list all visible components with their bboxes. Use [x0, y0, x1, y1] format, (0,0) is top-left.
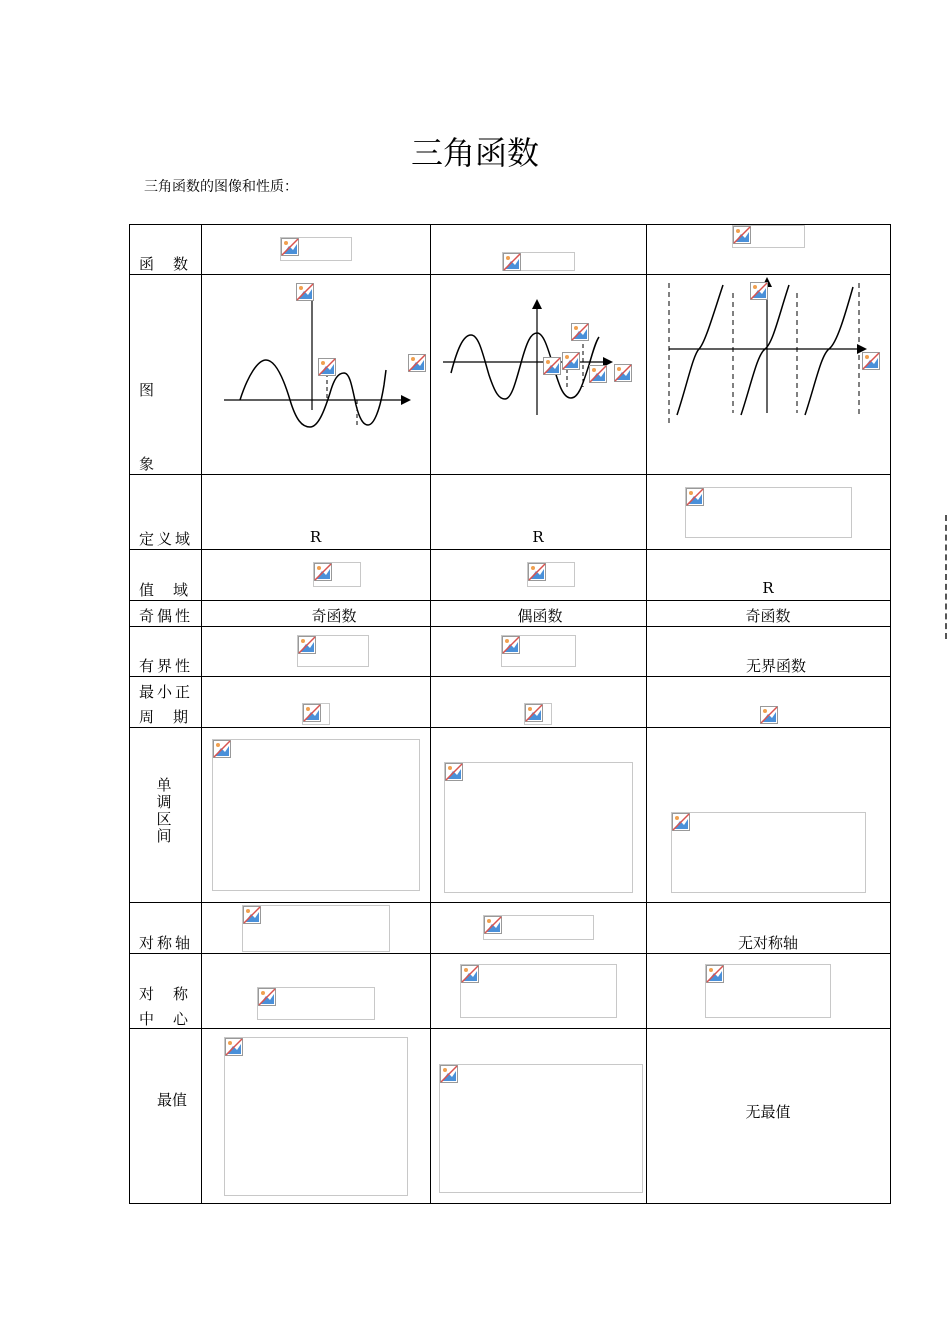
broken-image-icon — [525, 704, 543, 722]
tangent-branch — [805, 287, 853, 415]
formula-image-sin-center — [257, 987, 375, 1020]
broken-image-icon — [225, 1038, 243, 1056]
formula-image-tan-monotonic — [671, 812, 866, 893]
broken-image-icon — [445, 763, 463, 781]
table-border-bottom — [129, 1203, 891, 1204]
broken-image-icon — [706, 965, 724, 983]
formula-image-sin-function — [280, 237, 352, 261]
formula-image-tan-center — [705, 964, 831, 1018]
row-line-10 — [129, 1028, 891, 1029]
row-label-domain: 定义域 — [139, 530, 194, 548]
broken-image-icon — [562, 352, 580, 370]
range-tan: R — [762, 579, 774, 597]
row-line-2 — [129, 474, 891, 475]
formula-image-cos-center — [460, 964, 617, 1018]
formula-image-sin-period — [302, 703, 330, 725]
row-label-period-bottom: 周 期 — [139, 708, 191, 726]
parity-tan: 奇函数 — [745, 607, 791, 625]
parity-sin: 奇函数 — [311, 607, 357, 625]
axis-tan: 无对称轴 — [737, 934, 798, 952]
page-title: 三角函数 — [410, 134, 539, 172]
broken-image-icon — [281, 238, 299, 256]
domain-sin: R — [309, 528, 322, 546]
row-line-8 — [129, 902, 891, 903]
formula-image-cos-monotonic — [444, 762, 633, 893]
row-label-monotonic-char: 单 — [156, 776, 172, 794]
broken-image-icon — [243, 906, 261, 924]
broken-image-icon — [303, 704, 321, 722]
tangent-graph — [647, 275, 890, 474]
row-line-5 — [129, 626, 891, 627]
formula-image-cos-period — [524, 703, 552, 725]
bounded-tan: 无界函数 — [745, 657, 806, 675]
formula-image-cos-range — [527, 562, 575, 587]
row-line-4 — [129, 600, 891, 601]
row-label-range: 值 域 — [139, 581, 191, 599]
broken-image-icon — [686, 488, 704, 506]
sine-curve — [240, 360, 386, 427]
formula-image-sin-monotonic — [212, 739, 420, 891]
row-label-symmetry-center-bottom: 中 心 — [139, 1010, 191, 1028]
broken-image-icon — [503, 253, 521, 271]
domain-cos: R — [532, 528, 544, 546]
table-border-right — [890, 224, 891, 1204]
formula-image-sin-range — [313, 562, 361, 587]
formula-image-sin-axis — [242, 905, 390, 952]
row-label-function: 函 数 — [139, 255, 191, 273]
formula-image-cos-extremes — [439, 1064, 643, 1193]
broken-image-icon — [614, 364, 632, 382]
sine-graph — [202, 275, 430, 474]
formula-image-sin-bounded — [297, 635, 369, 667]
formula-image-cos-bounded — [501, 635, 576, 667]
broken-image-icon — [543, 357, 561, 375]
broken-image-icon — [750, 282, 768, 300]
broken-image-icon — [408, 354, 426, 372]
table-border-left — [129, 224, 130, 1204]
broken-image-icon — [314, 563, 332, 581]
broken-image-icon — [296, 283, 314, 301]
broken-image-icon — [571, 323, 589, 341]
row-label-monotonic-char: 调 — [156, 793, 172, 811]
parity-cos: 偶函数 — [517, 607, 563, 625]
extreme-tan: 无最值 — [745, 1103, 791, 1121]
row-line-7 — [129, 727, 891, 728]
broken-image-icon — [672, 813, 690, 831]
broken-image-icon — [484, 916, 502, 934]
page-subtitle: 三角函数的图像和性质： — [144, 179, 298, 195]
broken-image-icon — [440, 1065, 458, 1083]
tangent-branch — [741, 285, 789, 415]
broken-image-icon — [461, 965, 479, 983]
row-label-extremes: 最值 — [157, 1091, 188, 1109]
row-label-boundedness: 有界性 — [139, 657, 194, 675]
row-line-9 — [129, 953, 891, 954]
broken-image-icon — [298, 636, 316, 654]
broken-image-icon — [258, 988, 276, 1006]
formula-image-tan-domain — [685, 487, 852, 538]
broken-image-icon — [760, 706, 778, 724]
formula-image-cos-function — [502, 252, 575, 271]
row-label-parity: 奇偶性 — [139, 607, 194, 625]
row-label-graph-top: 图 — [139, 381, 155, 399]
x-axis-arrow — [401, 395, 411, 405]
broken-image-icon — [528, 563, 546, 581]
row-label-monotonic-char: 间 — [156, 827, 172, 845]
broken-image-icon — [213, 740, 231, 758]
broken-image-icon — [733, 226, 751, 244]
broken-image-icon — [862, 352, 880, 370]
formula-image-cos-axis — [483, 915, 594, 940]
broken-image-icon — [318, 358, 336, 376]
page-edge-marker — [945, 515, 950, 639]
formula-image-sin-extremes — [224, 1037, 408, 1196]
formula-image-tan-function — [732, 225, 805, 248]
row-line-3 — [129, 549, 891, 550]
row-line-6 — [129, 676, 891, 677]
row-label-symmetry-center-top: 对 称 — [139, 985, 191, 1003]
row-label-monotonic-char: 区 — [156, 810, 172, 828]
broken-image-icon — [589, 365, 607, 383]
row-label-symmetry-axis: 对称轴 — [139, 934, 194, 952]
y-axis-arrow — [532, 299, 542, 309]
tangent-branch — [677, 285, 723, 415]
row-label-period-top: 最小正 — [139, 683, 194, 701]
broken-image-icon — [502, 636, 520, 654]
row-label-graph-bottom: 象 — [139, 455, 155, 473]
